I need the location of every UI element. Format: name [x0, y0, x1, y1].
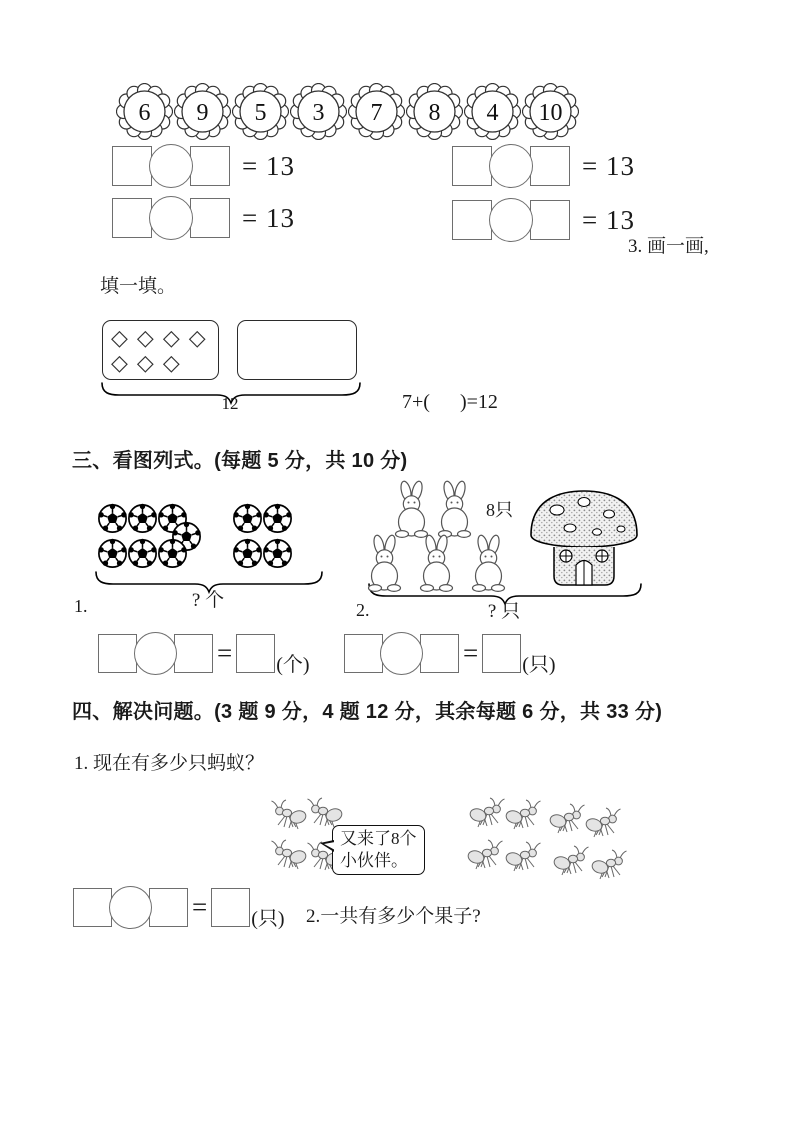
answer-box	[530, 146, 570, 186]
unit-label: (只)	[522, 654, 556, 676]
svg-text:8: 8	[428, 100, 441, 126]
ant-icon	[270, 838, 308, 871]
answer-equation-3	[73, 886, 285, 929]
ant-icon	[552, 844, 590, 877]
result-box	[236, 634, 275, 673]
diamond-row-2	[103, 350, 218, 375]
diamond-row-1	[103, 325, 218, 350]
ant-icon	[584, 806, 622, 839]
rabbit-icon	[465, 534, 513, 592]
ant-icon	[504, 840, 542, 873]
rabbit-icon	[413, 534, 461, 592]
diamond-icon: ◇	[111, 325, 128, 350]
question3-prompt-part2: 填一填。	[100, 276, 177, 297]
equation-result: = 13	[242, 150, 295, 181]
empty-draw-box	[237, 320, 357, 380]
equation-result: = 13	[582, 150, 635, 181]
answer-box	[190, 198, 230, 238]
equation-result: = 13	[242, 202, 295, 233]
result-box	[482, 634, 521, 673]
rabbit-icon	[431, 480, 479, 538]
answer-box	[452, 146, 492, 186]
svg-text:9: 9	[196, 100, 209, 126]
diamond-icon: ◇	[136, 350, 154, 376]
speech-bubble	[332, 825, 425, 875]
brace-total-label: 12	[221, 394, 239, 413]
unit-label: (只)	[251, 908, 285, 930]
soccer-ball-icon	[232, 538, 263, 569]
ant-icon	[270, 798, 308, 831]
answer-equation-1	[98, 632, 310, 675]
operator-circle	[109, 886, 152, 929]
soccer-ball-icon	[232, 503, 263, 534]
question3-prompt-part1: 3. 画一画,	[628, 236, 709, 257]
mushroom-count-label: 8只	[486, 500, 513, 520]
operator-circle	[149, 144, 193, 188]
soccer-ball-icon	[97, 503, 128, 534]
diamond-icon: ◇	[111, 350, 128, 376]
fruits-figure	[270, 943, 550, 1033]
ant-icon	[466, 838, 504, 871]
operator-circle	[149, 196, 193, 240]
equation-13-3	[112, 196, 295, 240]
question4-2-text: 2.一共有多少个果子?	[306, 906, 481, 927]
result-box	[211, 888, 250, 927]
flower-badge	[290, 83, 347, 140]
fill-expression: 7+( )=12	[402, 391, 498, 413]
equals-sign: =	[463, 638, 479, 668]
answer-box	[530, 200, 570, 240]
answer-box	[112, 198, 152, 238]
flower-badge	[522, 83, 579, 140]
answer-box	[420, 634, 459, 673]
ant-icon	[590, 848, 628, 881]
rabbit-icon	[388, 480, 436, 538]
svg-text:6: 6	[138, 100, 151, 126]
equation-result: = 13	[582, 204, 635, 235]
item-label-2: 2.	[356, 600, 370, 620]
answer-box	[174, 634, 213, 673]
svg-text:7: 7	[370, 100, 383, 126]
ants-figure	[262, 792, 642, 887]
flower-number-row	[116, 83, 579, 140]
svg-text:10: 10	[538, 100, 563, 126]
answer-box	[452, 200, 492, 240]
section-4-header: 四、解决问题。(3 题 9 分，4 题 12 分，其余每题 6 分，共 33 分)	[72, 701, 663, 723]
equation-13-4	[452, 198, 635, 242]
bubble-line-2: 小伙伴。	[340, 851, 408, 871]
answer-box	[73, 888, 112, 927]
item-label-1: 1.	[74, 596, 88, 616]
equation-13-1	[112, 144, 295, 188]
question4-1-text: 1. 现在有多少只蚂蚁？	[74, 753, 265, 774]
soccer-figure	[95, 492, 325, 617]
soccer-ball-icon	[127, 503, 158, 534]
ant-icon	[504, 798, 542, 831]
rabbit-brace-label: ? 只	[487, 601, 521, 622]
soccer-ball-icon	[97, 538, 128, 569]
operator-circle	[380, 632, 423, 675]
svg-text:5: 5	[254, 100, 267, 126]
diamond-box	[102, 320, 219, 380]
soccer-ball-icon	[127, 538, 158, 569]
flower-badge	[174, 83, 231, 140]
flower-badge	[348, 83, 405, 140]
answer-equation-2	[344, 632, 556, 675]
ant-icon	[548, 802, 586, 835]
rabbit-mushroom-figure	[355, 478, 650, 622]
soccer-ball-icon	[262, 503, 293, 534]
section-3-header: 三、看图列式。(每题 5 分，共 10 分)	[72, 450, 408, 472]
soccer-brace-label: ? 个	[191, 590, 225, 611]
svg-text:3: 3	[312, 100, 325, 126]
mushroom-house-icon	[523, 484, 645, 588]
answer-box	[190, 146, 230, 186]
unit-label: (个)	[276, 654, 310, 676]
flower-badge	[406, 83, 463, 140]
ant-icon	[468, 796, 506, 829]
soccer-ball-icon	[157, 538, 188, 569]
equals-sign: =	[217, 638, 233, 668]
answer-box	[344, 634, 383, 673]
flower-badge	[116, 83, 173, 140]
diamond-icon: ◇	[162, 325, 180, 350]
answer-box	[149, 888, 188, 927]
operator-circle	[489, 144, 533, 188]
equation-13-2	[452, 144, 635, 188]
soccer-ball-icon	[262, 538, 293, 569]
svg-text:4: 4	[486, 100, 499, 126]
diamond-icon: ◇	[188, 325, 206, 350]
operator-circle	[134, 632, 177, 675]
answer-box	[112, 146, 152, 186]
flower-badge	[464, 83, 521, 140]
flower-badge	[232, 83, 289, 140]
operator-circle	[489, 198, 533, 242]
diamond-icon: ◇	[162, 350, 180, 376]
rabbit-icon	[361, 534, 409, 592]
diamond-icon: ◇	[136, 325, 154, 350]
answer-box	[98, 634, 137, 673]
equals-sign: =	[192, 892, 208, 922]
bubble-line-1: 又来了8个	[340, 829, 417, 848]
